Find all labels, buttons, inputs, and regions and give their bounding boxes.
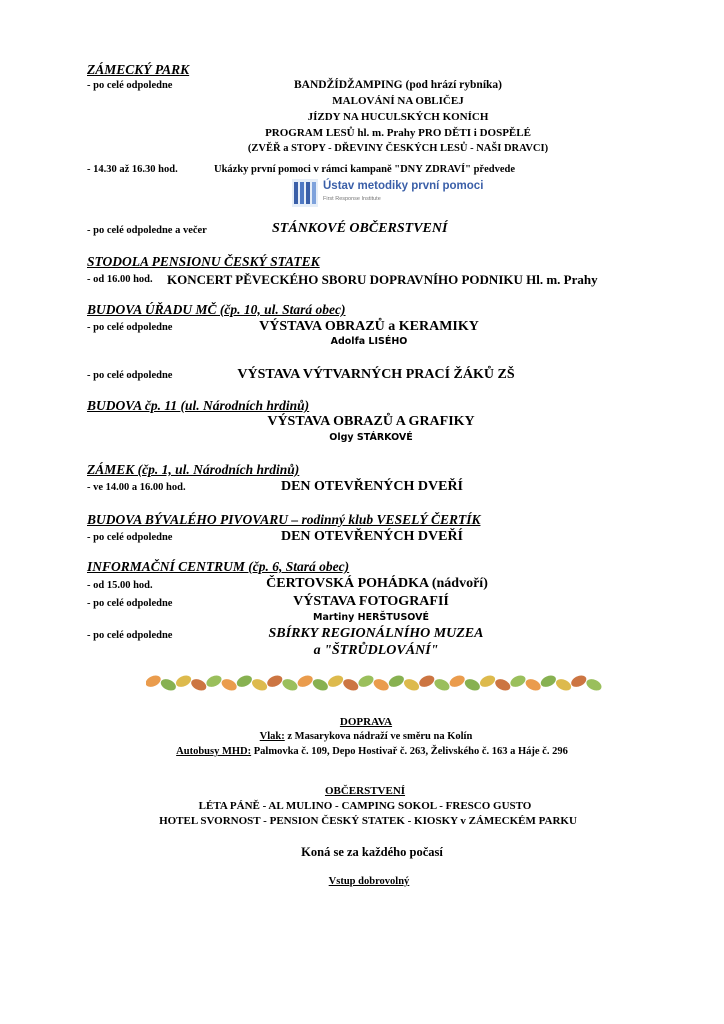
exhibition-title: VÝSTAVA OBRAZŮ a KERAMIKY [259,319,479,334]
exhibition-author: Martiny HERŠTUSOVÉ [313,612,429,623]
leaf-icon [265,673,284,689]
leaf-icon [311,677,330,693]
section-heading-zamecky-park: ZÁMECKÝ PARK [87,62,190,77]
first-aid-text: Ukázky první pomoci v rámci kampaně "DNY ZDRAVÍ" předvede [214,164,515,175]
refreshments-line: LÉTA PÁNĚ - AL MULINO - CAMPING SOKOL - FRESCO GUSTO [198,800,532,812]
exhibition-title: VÝSTAVA VÝTVARNÝCH PRACÍ ŽÁKŮ ZŠ [237,367,515,382]
leaf-icon [146,673,163,689]
time-label: - po celé odpoledne [87,630,173,641]
time-label: - po celé odpoledne a večer [87,225,207,236]
leaf-icon [569,673,588,689]
train-info [260,731,473,742]
leaf-icon [341,677,360,693]
logo-name: Ústav metodiky první pomoci [323,180,484,192]
refreshments-line: HOTEL SVORNOST - PENSION ČESKÝ STATEK - KIOSKY v ZÁMECKÉM PARKU [159,815,577,827]
refreshments-heading: OBČERSTVENÍ [324,785,406,797]
leaf-icon [463,677,482,693]
leaf-icon [235,673,254,689]
section-heading-pivovar: BUDOVA BÝVALÉHO PIVOVARU – rodinný klub VESELÝ ČERTÍK [87,512,481,527]
open-doors-title: DEN OTEVŘENÝCH DVEŘÍ [280,529,464,544]
leaf-icon [250,677,269,693]
time-label: - 14.30 až 16.30 hod. [87,164,178,175]
leaf-icon [372,677,391,693]
leaf-icon [174,673,193,689]
leaf-garland-divider [146,673,608,693]
time-label: - od 15.00 hod. [87,580,153,591]
program-line: JÍZDY NA HUCULSKÝCH KONÍCH [307,111,489,123]
program-line: MALOVÁNÍ NA OBLIČEJ [332,95,464,107]
concert-text: KONCERT PĚVECKÉHO SBORU DOPRAVNÍHO PODNIKU Hl. m. Prahy [167,272,598,287]
cross-logo-icon [292,179,318,207]
leaf-icon [326,673,345,689]
train-text: z Masarykova nádraží ve směru na Kolín [284,731,473,742]
first-aid-institute-logo [292,179,484,207]
section-heading-info-centrum: INFORMAČNÍ CENTRUM (čp. 6, Stará obec) [87,559,350,574]
leaf-icon [387,673,406,689]
strudel-title: a "ŠTRŮDLOVÁNÍ" [313,643,439,658]
section-heading-zamek: ZÁMEK (čp. 1, ul. Národních hrdinů) [87,462,300,477]
refreshment-stands: STÁNKOVÉ OBČERSTVENÍ [272,221,448,236]
time-label: - po celé odpoledne [87,370,173,381]
leaf-icon [493,677,512,693]
train-label: Vlak: [259,731,285,742]
leaf-icon [402,677,421,693]
leaf-icon [189,677,208,693]
weather-note: Koná se za každého počasí [301,845,443,859]
leaf-icon [433,677,452,693]
bus-info [176,746,568,757]
program-line: (ZVĚŘ a STOPY - DŘEVINY ČESKÝCH LESŮ - NAŠI DRAVCI) [247,143,549,154]
photo-exhibition-title: VÝSTAVA FOTOGRAFIÍ [293,594,449,609]
time-label: - po celé odpoledne [87,80,173,91]
leaf-icon [220,677,239,693]
leaf-icon [524,677,543,693]
museum-collections-title: SBÍRKY REGIONÁLNÍHO MUZEA [268,626,484,641]
program-line: PROGRAM LESŮ hl. m. Prahy PRO DĚTI i DOSPĚLÉ [265,127,531,139]
time-label: - po celé odpoledne [87,532,173,543]
exhibition-author: Olgy STÁRKOVÉ [329,432,413,443]
exhibition-author: Adolfa LISÉHO [330,336,408,347]
exhibition-title: VÝSTAVA OBRAZŮ A GRAFIKY [267,414,475,429]
leaf-icon [417,673,436,689]
leaf-icon [357,673,376,689]
entry-note: Vstup dobrovolný [328,876,410,887]
leaf-icon [554,677,573,693]
time-label: - ve 14.00 a 16.00 hod. [87,482,186,493]
leaf-icon [296,673,315,689]
fairy-tale-title: ČERTOVSKÁ POHÁDKA (nádvoří) [266,576,488,591]
section-heading-stodola: STODOLA PENSIONU ČESKÝ STATEK [87,254,320,269]
leaf-icon [205,673,224,689]
leaf-icon [478,673,497,689]
program-line: BANDŽÍDŽAMPING (pod hrází rybníka) [294,79,502,91]
leaf-icon [539,673,558,689]
leaf-icon [509,673,528,689]
time-label: - po celé odpoledne [87,598,173,609]
section-heading-budova-11: BUDOVA čp. 11 (ul. Národních hrdinů) [87,398,310,413]
bus-label: Autobusy MHD: [176,746,252,757]
leaf-icon [585,677,604,693]
time-label: - od 16.00 hod. [87,274,153,285]
bus-text: Palmovka č. 109, Depo Hostivař č. 263, Želivského č. 163 a Háje č. 296 [251,746,568,757]
open-doors-title: DEN OTEVŘENÝCH DVEŘÍ [280,479,464,494]
section-heading-urad: BUDOVA ÚŘADU MČ (čp. 10, ul. Stará obec) [87,302,346,317]
transport-heading: DOPRAVA [339,716,393,728]
leaf-icon [448,673,467,689]
leaf-icon [159,677,178,693]
logo-subtitle: First Response Institute [323,196,381,202]
time-label: - po celé odpoledne [87,322,173,333]
leaf-icon [281,677,300,693]
